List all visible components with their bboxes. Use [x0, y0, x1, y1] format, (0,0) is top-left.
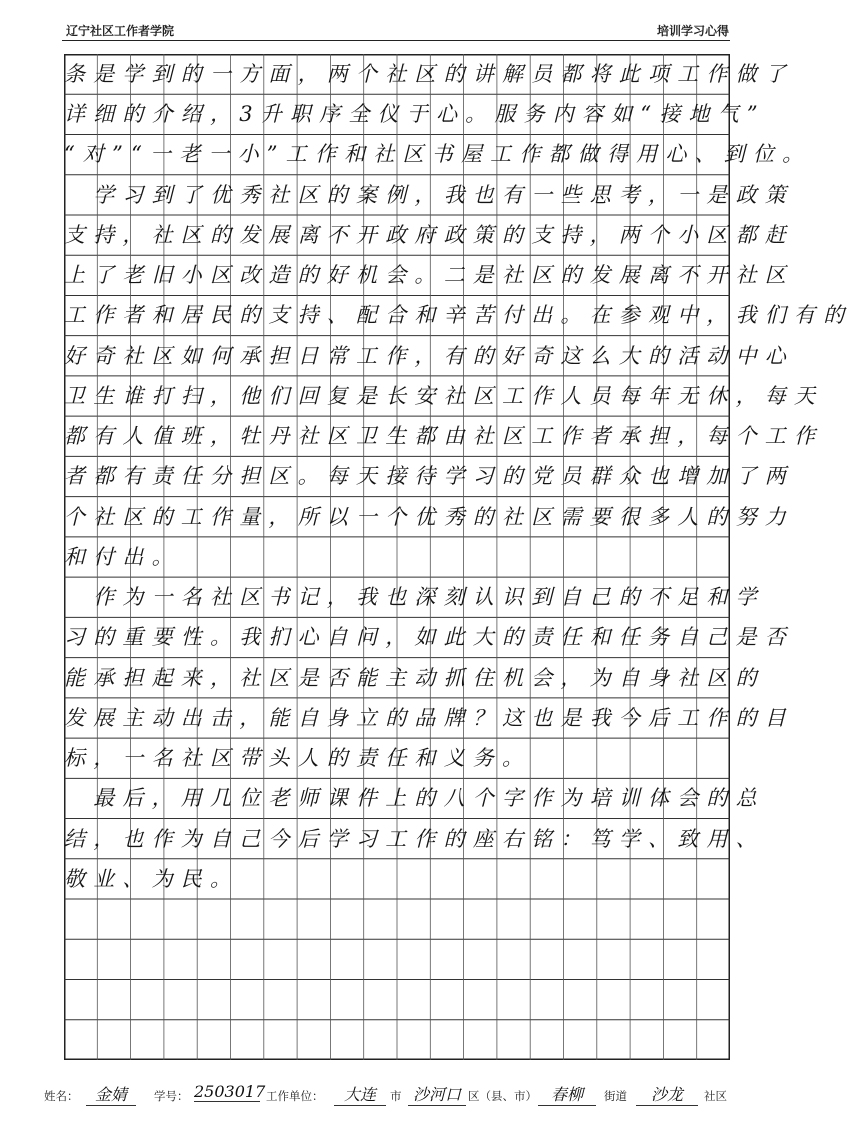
- student-id-label: 学号：: [154, 1089, 189, 1103]
- district-value: 沙河口: [408, 1082, 466, 1106]
- essay-line: 条是学到的一方面，两个社区的讲解员都将此项工作做了: [64, 62, 794, 86]
- essay-line: 敬业、为民。: [64, 866, 240, 891]
- essay-line: 详细的介绍，3升职序全仪于心。服务内容如“接地气”: [64, 102, 766, 127]
- community-label: 社区: [704, 1089, 727, 1103]
- essay-line: 结，也作为自己今后学习工作的座右铭：笃学、致用、: [64, 826, 765, 851]
- student-id-value: 2503017: [194, 1082, 266, 1101]
- street-label: 街道: [604, 1089, 627, 1103]
- manuscript-grid: [64, 54, 852, 1060]
- essay-line: 和付出。: [64, 544, 181, 569]
- essay-line: [64, 980, 730, 1020]
- name-value: 金婧: [86, 1082, 136, 1106]
- essay-line: 个社区的工作量，所以一个优秀的社区需要很多人的努力: [64, 504, 794, 529]
- community-value: 沙龙: [636, 1082, 698, 1106]
- essay-line: 标，一名社区带头人的责任和义务。: [64, 746, 532, 771]
- essay-line: 发展主动出击，能自身立的品牌？这也是我今后工作的目: [64, 705, 794, 730]
- essay-line: 者都有责任分担区。每天接待学习的党员群众也增加了两: [64, 464, 794, 489]
- essay-line: 能承担起来，社区是否能主动抓住机会，为自身社区的: [64, 665, 765, 690]
- essay-line: 都有人值班，牡丹社区卫生都由社区工作者承担，每个工作: [64, 424, 824, 449]
- street-value: 春柳: [538, 1082, 596, 1106]
- academy-name: 辽宁社区工作者学院: [66, 24, 175, 38]
- essay-line: 工作者和居民的支持、配合和辛苦付出。在参观中，我们有的: [64, 303, 852, 328]
- essay-line: [64, 1020, 730, 1060]
- city-value: 大连: [334, 1082, 386, 1106]
- name-label: 姓名：: [44, 1089, 79, 1103]
- district-label: 区（县、市）: [468, 1089, 537, 1103]
- city-label: 市: [390, 1089, 402, 1103]
- essay-line: 卫生谁打扫，他们回复是长安社区工作人员每年无休，每天: [64, 383, 824, 408]
- essay-line: 最后，用几位老师课件上的八个字作为培训体会的总: [64, 786, 765, 811]
- essay-line: “对”“一老一小”工作和社区书屋工作都做得用心、到位。: [64, 142, 812, 167]
- essay-line: 习的重要性。我扪心自问，如此大的责任和任务自己是否: [64, 625, 794, 650]
- essay-line: [64, 899, 730, 939]
- author-info-footer: [44, 1084, 739, 1108]
- header-rule: [62, 40, 730, 41]
- essay-line: [64, 939, 730, 979]
- essay-line: 支持，社区的发展离不开政府政策的支持，两个小区都赶: [64, 222, 794, 247]
- essay-line: 好奇社区如何承担日常工作，有的好奇这么大的活动中心: [64, 343, 794, 368]
- work-unit-label: 工作单位：: [266, 1089, 324, 1103]
- essay-line: 学习到了优秀社区的案例，我也有一些思考，一是政策: [64, 182, 794, 207]
- essay-line: 作为一名社区书记，我也深刻认识到自己的不足和学: [64, 585, 765, 610]
- essay-line: 上了老旧小区改造的好机会。二是社区的发展离不开社区: [64, 263, 794, 288]
- document-type-title: 培训学习心得: [656, 24, 729, 38]
